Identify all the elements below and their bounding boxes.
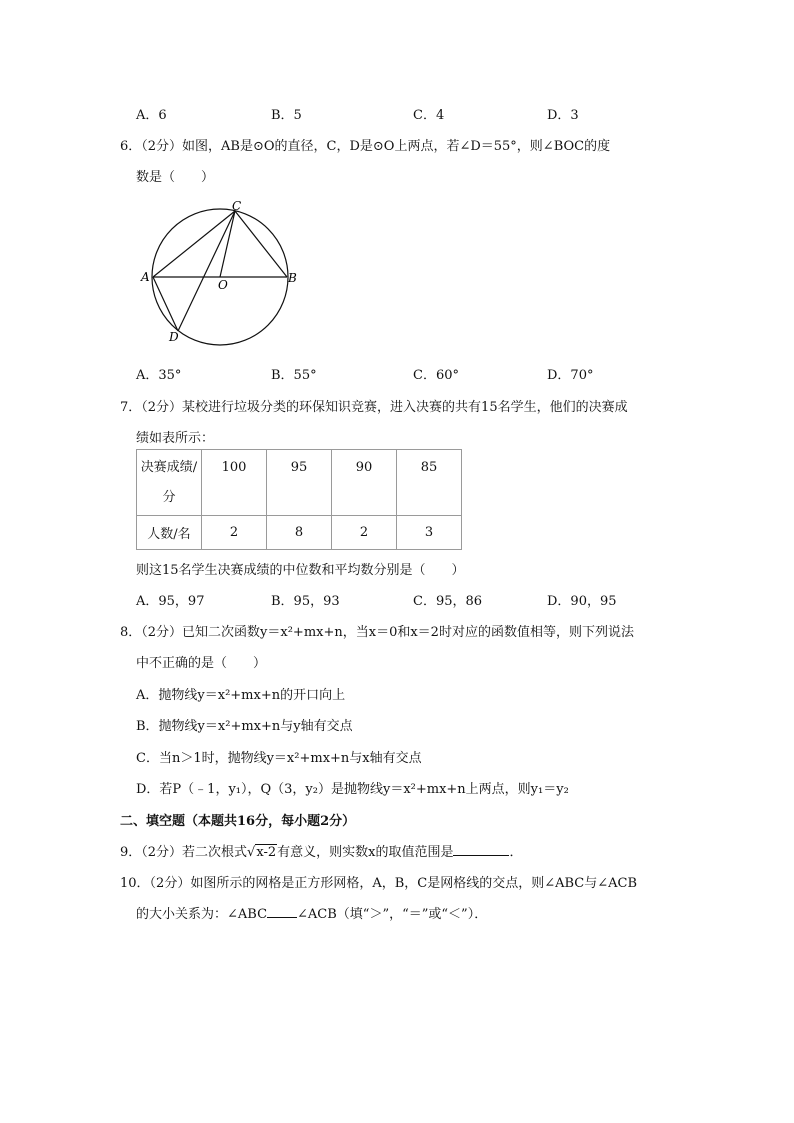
q9-suffix: 有意义，则实数x的取值范围是 [277,845,454,860]
q9-line [120,841,522,860]
q7-option-c: C．95，86 [413,594,483,609]
label-d: D [169,330,179,344]
q6-circle-figure [138,198,308,348]
label-b: B [288,271,297,285]
table-cell-score: 85 [397,450,462,516]
q5-option-a: A．6 [136,108,167,123]
q7-score-table [136,449,462,550]
q7-option-a: A．95，97 [136,594,205,609]
table-header-score-line2: 分 [162,489,176,505]
q5-option-b: B．5 [271,108,302,123]
q9-radicand: x-2 [256,845,277,860]
q6-option-d: D．70° [547,368,594,383]
table-cell-count: 2 [202,516,267,550]
q6-option-a: A．35° [136,368,182,383]
table-header-score [137,450,202,516]
label-o: O [218,278,228,292]
q6-option-c: C．60° [413,368,459,383]
q10-answer-blank[interactable] [267,905,297,918]
q7-stem-line1: 7．（2分）某校进行垃圾分类的环保知识竞赛，进入决赛的共有15名学生，他们的决赛成 [120,400,628,415]
table-header-count: 人数/名 [137,516,202,550]
label-a: A [141,270,150,284]
q7-question: 则这15名学生决赛成绩的中位数和平均数分别是（ ） [136,563,465,578]
q8-stem-line2: 中不正确的是（ ） [136,656,267,671]
table-cell-count: 2 [332,516,397,550]
q6-stem-line2: 数是（ ） [136,170,215,185]
table-cell-score: 95 [267,450,332,516]
q7-option-b: B．95，93 [271,594,340,609]
q6-option-b: B．55° [271,368,317,383]
table-cell-score: 90 [332,450,397,516]
q9-answer-blank[interactable] [453,843,509,856]
q8-option-b: B．抛物线y＝x²+mx+n与y轴有交点 [136,719,353,734]
q8-option-c: C．当n＞1时，抛物线y＝x²+mx+n与x轴有交点 [136,751,422,766]
table-header-score-line1: 决赛成绩/ [140,459,198,475]
q10-line2-prefix: 的大小关系为：∠ABC [136,907,268,922]
q7-stem-line2: 绩如表所示： [136,431,215,446]
q8-option-d: D．若P（﹣1，y₁），Q（3，y₂）是抛物线y＝x²+mx+n上两点，则y₁＝y₂ [136,782,569,797]
q5-option-d: D．3 [547,108,579,123]
q8-stem-line1: 8．（2分）已知二次函数y＝x²+mx+n，当x＝0和x＝2时对应的函数值相等，则下列说法 [120,625,634,640]
table-cell-score: 100 [202,450,267,516]
label-c: C [232,199,242,213]
segment-dc [178,211,235,331]
q5-option-c: C．4 [413,108,445,123]
q10-line2-suffix: ∠ACB（填“＞”，“＝”或“＜”）． [297,907,488,922]
q7-option-d: D．90，95 [547,594,617,609]
q6-stem-line1: 6．（2分）如图，AB是⊙O的直径，C，D是⊙O上两点，若∠D＝55°，则∠BOC的度 [120,139,611,154]
q10-line2 [136,903,487,922]
q9-prefix: 9．（2分）若二次根式 [120,845,248,860]
q10-line1: 10．（2分）如图所示的网格是正方形网格，A，B，C是网格线的交点，则∠ABC与∠ACB [120,876,638,891]
q9-end: ． [509,845,523,860]
section-title-fill-blank: 二、填空题（本题共16分，每小题2分） [120,814,356,829]
radical-sign: √ [247,845,256,860]
table-cell-count: 8 [267,516,332,550]
segment-ad [153,277,178,331]
table-cell-count: 3 [397,516,462,550]
q8-option-a: A．抛物线y＝x²+mx+n的开口向上 [136,688,346,703]
